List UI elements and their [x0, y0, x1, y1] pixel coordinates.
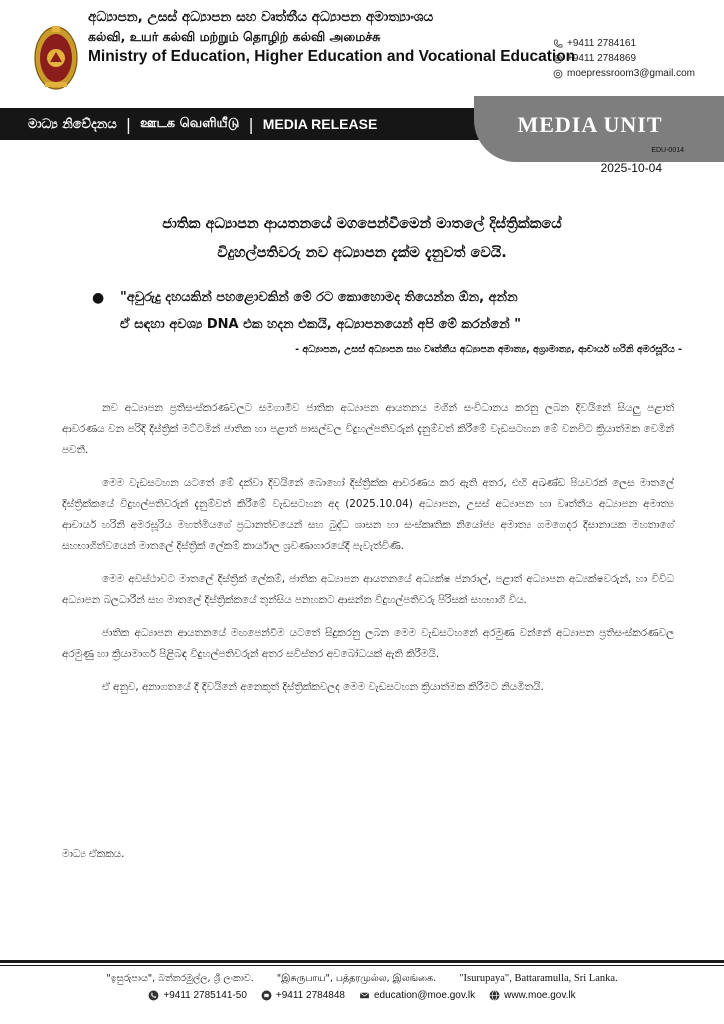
banner-labels — [28, 108, 377, 140]
body-paragraph: මෙම අවස්ථාවට මාතලේ දිස්ත්‍රික් ලේකම්, ජාතික අධ්‍යාපන ආයතනයේ අධ්‍යක්ෂ ජනරාල්, පළාත් අධ්‍යාපන අධ්‍යක්ෂවරුන්, හා විවිධ අධ්‍යාපන බලධාරීන් සහ මාතලේ දිස්ත්‍රික්කයේ තුන්සිය පනහකට ආසන්න විදුහල්පතිවරු පිරිසක් සහභාගි විය. — [62, 573, 674, 606]
phone-icon — [553, 39, 563, 49]
release-title — [50, 210, 674, 268]
footer-address — [0, 973, 724, 985]
quote-line: "අවුරුදු දහයකින් පහළොවකින් මේ රට කොහොමද තියෙන්න ඕන, අන්න — [120, 290, 518, 305]
footer-address-tamil: "இசுருபாய", பத்தரமுல்ல, இலங்கை. — [276, 973, 437, 984]
release-date: 2025-10-04 — [600, 161, 662, 175]
bullet-icon: ● — [92, 290, 105, 306]
signature: මාධ්‍ය ඒකකය. — [62, 848, 125, 860]
footer-email[interactable]: education@moe.gov.lk — [359, 990, 475, 1001]
title-line: විදුහල්පතිවරු නව අධ්‍යාපන දැක්ම දැනුවත් වෙයි. — [217, 245, 507, 261]
email-icon — [359, 990, 370, 1001]
quote-line: ඒ සඳහා අවශ්‍ය DNA එක හදන එකයි, අධ්‍යාපනයෙන් අපි මේ කරන්නේ " — [120, 317, 522, 332]
release-reference: EDU-0014 — [651, 147, 684, 154]
footer-fax: +9411 2784848 — [261, 990, 345, 1001]
sri-lanka-emblem-icon — [33, 22, 79, 92]
footer-divider — [0, 965, 724, 966]
banner-separator: | — [125, 114, 132, 134]
header-phone: +9411 2784161 — [553, 36, 695, 51]
email-icon — [553, 69, 563, 79]
body-paragraph: ඒ අනුව, අනාගතයේ දී දිවයිනේ අනෙකුත් දිස්ත්‍රික්කවලද මෙම වැඩසටහන ක්‍රියාත්මක කිරීමට නියමිතයි. — [102, 681, 544, 693]
banner-label-english: MEDIA RELEASE — [262, 116, 378, 132]
footer-phone: +9411 2785141-50 — [148, 990, 247, 1001]
footer-address-english: "Isurupaya", Battaramulla, Sri Lanka. — [459, 973, 618, 984]
quote-attribution: - අධ්‍යාපන, උසස් අධ්‍යාපන සහ වෘත්තීය අධ්‍යාපන අමාත්‍ය, අග්‍රාමාත්‍ය, ආචාර්ය හරිනි අමරසූරිය - — [295, 344, 682, 355]
footer-website[interactable]: www.moe.gov.lk — [489, 990, 576, 1001]
release-body — [62, 398, 674, 710]
fax-icon — [261, 990, 272, 1001]
globe-icon — [489, 990, 500, 1001]
quote-block — [120, 284, 680, 338]
header-contacts — [553, 36, 695, 81]
title-line: ජාතික අධ්‍යාපන ආයතනයේ මගපෙන්වීමෙන් මාතලේ දිස්ත්‍රික්කයේ — [162, 216, 562, 232]
ministry-name-block — [88, 8, 576, 68]
banner-label-tamil: ஊடக வெளியீடு — [140, 116, 240, 131]
footer-contacts — [0, 990, 724, 1001]
ministry-name-sinhala: අධ්‍යාපන, උසස් අධ්‍යාපන සහ වෘත්තීය අධ්‍යාපන අමාත්‍යාංශය — [88, 9, 434, 25]
banner-label-sinhala: මාධ්‍ය නිවේදනය — [28, 116, 117, 132]
footer-divider — [0, 960, 724, 963]
body-paragraph: මෙම වැඩසටහන යටතේ මේ දක්වා දිවයිනේ බොහෝ දිස්ත්‍රික්ක ආවරණය කර ඇති අතර, එහි අඛණ්ඩ පියවරක් ලෙස මාතලේ දිස්ත්‍රික්කයේ විදුහල්පතිවරුන් දැනුම්වත් කිරීමේ වැඩසටහන අද (2025.10.04) අධ්‍යාපන, උසස් අධ්‍යාපන හා වෘත්තීය අධ්‍යාපන අමාත්‍ය ආචාර්ය හරිනි අමරසූරිය මහත්මියගේ ප්‍රධානත්වයෙන් සහ බුද්ධ ශාසන හා සංස්කෘතික නියෝජ්‍ය අමාත්‍ය ගමගෙදර දිසානායක මහතාගේ සහභාගිත්වයෙන් මාතලේ දිස්ත්‍රික් ලේකම් කාර්යාල ශ්‍රවණාගාරයේදී පැවැත්විණි. — [62, 477, 674, 552]
banner-separator: | — [248, 114, 254, 134]
phone-icon — [148, 990, 159, 1001]
header-email: moepressroom3@gmail.com — [553, 66, 695, 81]
body-paragraph: නව අධ්‍යාපන ප්‍රතිසංස්කරණවලට සමගාමීව ජාතික අධ්‍යාපන ආයතනය මගින් සංවිධානය කරනු ලබන දිවයිනේ සියලු පළාත් ආවරණය වන පරිදි දිස්ත්‍රික් මට්ටමින් ජාතික හා පළාත් පාසල්වල විදුහල්පතිවරුන් දැනුම්වත් කිරීමේ වැඩසටහන මේ වනවිට ක්‍රියාත්මක වෙමින් පවතී. — [62, 402, 674, 456]
body-paragraph: ජාතික අධ්‍යාපන ආයතනයේ මඟපෙන්වීම යටතේ සිදුකරනු ලබන මෙම වැඩසටහනේ අරමුණ වන්නේ අධ්‍යාපන ප්‍රතිසංස්කරණවල අරමුණු හා ක්‍රියාමාර්ග පිළිබඳ විදුහල්පතිවරුන් අතර සවිස්තර අවබෝධයක් ඇති කිරීමයි. — [62, 627, 674, 660]
ministry-name-tamil: கல்வி, உயர் கல்வி மற்றும் தொழிற் கல்வி அமைச்சு — [88, 29, 381, 44]
media-unit-label: MEDIA UNIT — [517, 112, 663, 137]
header-fax: +9411 2784869 — [553, 51, 695, 66]
footer-address-sinhala: "ඉසුරුපාය", බත්තරමුල්ල, ශ්‍රී ලංකාව. — [106, 973, 254, 984]
fax-icon — [553, 54, 563, 64]
ministry-name-english: Ministry of Education, Higher Education and Vocational Education — [88, 48, 576, 65]
